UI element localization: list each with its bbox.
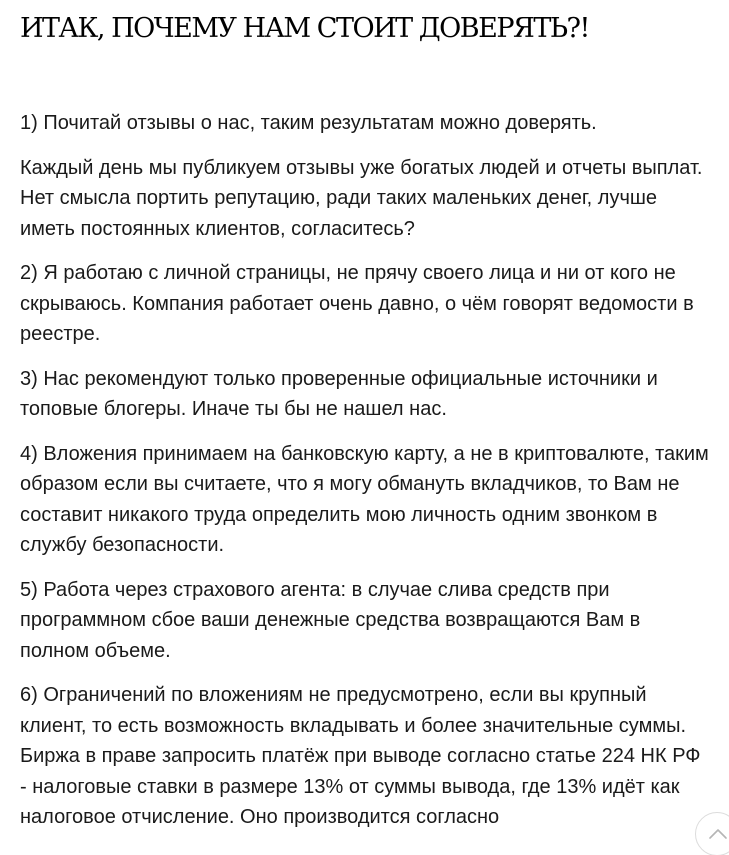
paragraph-4: 3) Нас рекомендуют только проверенные официальные источники и топовые блогеры. Иначе ты бы не нашел нас. bbox=[20, 367, 658, 420]
paragraph-6: 5) Работа через страхового агента: в случае слива средств при программном сбое ваши денежные средства возвращаются Вам в полном объеме. bbox=[20, 578, 641, 662]
article-body bbox=[20, 108, 710, 847]
chevron-up-icon bbox=[707, 823, 729, 845]
scroll-to-top-button[interactable] bbox=[695, 812, 729, 855]
page-title: ИТАК, ПОЧЕМУ НАМ СТОИТ ДОВЕРЯТЬ?! bbox=[20, 13, 589, 44]
paragraph-5: 4) Вложения принимаем на банковскую карту, а не в криптовалюте, таким образом если вы считаете, что я могу обмануть вкладчиков, то Вам не составит никакого труда определить мою личность одним звонком в службу безопасности. bbox=[20, 442, 709, 556]
paragraph-1: 1) Почитай отзывы о нас, таким результатам можно доверять. bbox=[20, 112, 597, 134]
paragraph-2: Каждый день мы публикуем отзывы уже богатых людей и отчеты выплат. Нет смысла портить репутацию, ради таких маленьких денег, лучше иметь постоянных клиентов, согласитесь? bbox=[20, 156, 703, 240]
paragraph-7: 6) Ограничений по вложениям не предусмотрено, если вы крупный клиент, то есть возможность вкладывать и более значительные суммы. Биржа в праве запросить платёж при выводе согласно статье 224 НК РФ - налоговые ставки в размере 13% от суммы вывода, где 13% идёт как налоговое отчисление. Оно производится согласно bbox=[20, 684, 701, 828]
paragraph-3: 2) Я работаю с личной страницы, не прячу своего лица и ни от кого не скрываюсь. Компания работает очень давно, о чём говорят ведомости в реестре. bbox=[20, 262, 694, 345]
